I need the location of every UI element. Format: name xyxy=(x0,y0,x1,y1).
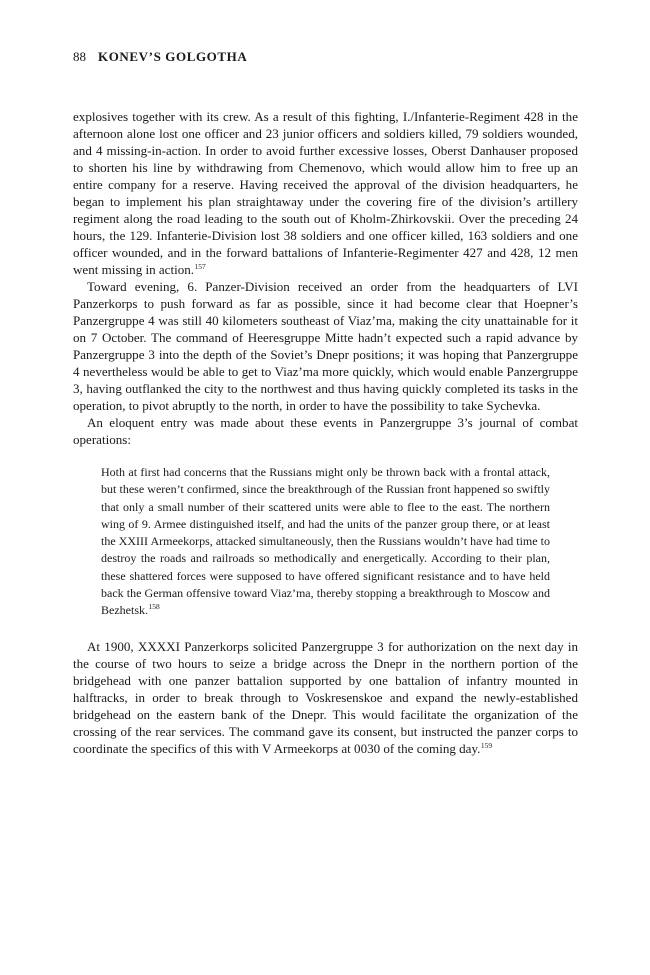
paragraph-text: At 1900, XXXXI Panzerkorps solicited Panzergruppe 3 for authorization on the next day in the course of two hours to seize a bridge across the Dnepr in the northern portion of the bridgehead with one panzer battalion supported by one battalion of infantry mounted in halftracks, in order to break through to Voskresenskoe and expand the newly-established bridgehead on the eastern bank of the Dnepr. This would facilitate the organization of the crossing of the rear services. The command gave its consent, but instructed the panzer corps to coordinate the specifics of this with V Armeekorps at 0030 of the coming day. xyxy=(73,638,578,756)
paragraph-continued xyxy=(73,108,578,278)
paragraph-text: An eloquent entry was made about these events in Panzergruppe 3’s journal of combat operations: xyxy=(73,415,578,447)
footnote-reference: 159 xyxy=(480,740,493,750)
paragraph-text: Toward evening, 6. Panzer-Division received an order from the headquarters of LVI Panzerkorps to push forward as far as possible, since it had become clear that Hoepner’s Panzergruppe 4 was still 40 kilometers southeast of Viaz’ma, making the city unattainable for it on 7 October. The command of Heeresgruppe Mitte hadn’t expected such a rapid advance by Panzergruppe 3 into the depth of the Soviet’s Dnepr positions; it was hoping that Panzergruppe 4 nevertheless would be able to get to Viaz’ma more quickly, which would enable Panzergruppe 3, having outflanked the city to the northwest and thus having quickly completed its tasks in the operation, to pivot abruptly to the north, in order to have the possibility to take Sychevka. xyxy=(73,279,578,413)
paragraph xyxy=(73,278,578,414)
book-title: KONEV’S GOLGOTHA xyxy=(98,49,248,64)
body-text xyxy=(73,108,578,757)
book-page xyxy=(73,48,578,757)
running-head xyxy=(73,48,578,66)
paragraph-text: explosives together with its crew. As a result of this fighting, I./Infanterie-Regiment 428 in the afternoon alone lost one officer and 23 junior officers and soldiers killed, 79 soldiers wounded, and 4 missing-in-action. In order to avoid further excessive losses, Oberst Danhauser proposed to shorten his line by withdrawing from Chemenovo, which would allow him to free up an entire company for a reserve. Having received the approval of the division headquarters, he began to implement his plan straightaway under the covering fire of the division’s artillery regiment along the road leading to the south out of Kholm-Zhirkovskii. Over the preceding 24 hours, the 129. Infanterie-Division lost 38 soldiers and one officer killed, 163 soldiers and one officer wounded, and in the forward battalions of Infanterie-Regimenter 427 and 428, 12 men went missing in action. xyxy=(73,109,578,277)
paragraph xyxy=(73,638,578,757)
block-quote xyxy=(101,464,550,620)
footnote-reference: 157 xyxy=(194,262,206,271)
page-number: 88 xyxy=(73,49,86,64)
block-quote-paragraph xyxy=(101,464,550,620)
footnote-reference: 158 xyxy=(148,602,160,612)
paragraph xyxy=(73,414,578,448)
block-quote-text: Hoth at first had concerns that the Russians might only be thrown back with a frontal attack, but these weren’t confirmed, since the breakthrough of the Russian front happened so swiftly that only a small number of their scattered units were able to flee to the east. The northern wing of 9. Armee distinguished itself, and had the units of the panzer group there, or at least the XXIII Armeekorps, attacked simultaneously, then the Russians wouldn’t have had time to destroy the roads and railroads so methodically and energetically. According to their plan, these shattered forces were supposed to have offered significant resistance and to have held back the German offensive toward Viaz’ma, thereby stopping a breakthrough to Moscow and Bezhetsk. xyxy=(101,465,550,618)
